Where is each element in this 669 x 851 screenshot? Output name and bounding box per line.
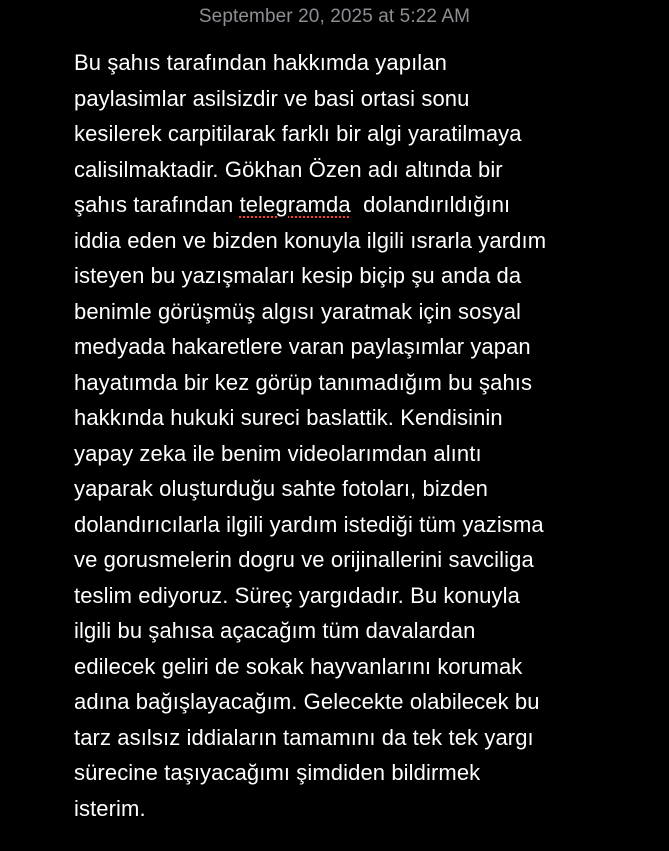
note-line: hakkında hukuki sureci baslattik. Kendisinin	[74, 405, 503, 430]
note-line: edilecek geliri de sokak hayvanlarını korumak	[74, 653, 523, 679]
note-timestamp: September 20, 2025 at 5:22 AM	[198, 6, 471, 27]
note-line: sürecine taşıyacağımı şimdiden bildirmek	[74, 760, 481, 785]
note-line: teslim ediyoruz. Süreç yargıdadır. Bu konuyla	[74, 582, 520, 608]
note-line: Bu şahıs tarafından hakkımda yapılan	[74, 50, 447, 75]
note-line	[74, 187, 634, 223]
note-line: ve gorusmelerin dogru ve orijinallerini savciliga	[74, 547, 534, 572]
note-line: ilgili bu şahısa açacağım tüm davalardan	[74, 618, 476, 643]
note-line: isterim.	[74, 795, 146, 821]
note-line: benimle görüşmüş algısı yaratmak için sosyal	[74, 298, 522, 324]
note-line: kesilerek carpitilarak farklı bir algi yaratilmaya	[74, 121, 522, 146]
note-line: calisilmaktadir. Gökhan Özen adı altında bir	[74, 156, 503, 182]
note-line: yaparak oluşturduğu sahte fotoları, bizden	[74, 476, 488, 501]
note-line-segment: şahıs tarafından	[74, 192, 240, 217]
note-line: dolandırıcılarla ilgili yardım istediği tüm yazisma	[74, 511, 544, 537]
note-line: medyada hakaretlere varan paylaşımlar yapan	[74, 334, 531, 359]
note-body[interactable]	[74, 45, 634, 826]
note-line: isteyen bu yazışmaları kesip biçip şu anda da	[74, 263, 522, 288]
note-line: yapay zeka ile benim videolarımdan alıntı	[74, 440, 482, 466]
note-line: iddia eden ve bizden konuyla ilgili ısrarla yardım	[74, 227, 547, 253]
note-line: hayatımda bir kez görüp tanımadığım bu şahıs	[74, 369, 533, 395]
note-line-segment: dolandırıldığını	[350, 192, 511, 217]
note-line: paylasimlar asilsizdir ve basi ortasi sonu	[74, 85, 470, 111]
note-line: adına bağışlayacağım. Gelecekte olabilecek bu	[74, 689, 540, 714]
note-line: tarz asılsız iddiaların tamamını da tek tek yargı	[74, 724, 534, 750]
misspelled-word[interactable]: telegramda	[239, 192, 351, 217]
